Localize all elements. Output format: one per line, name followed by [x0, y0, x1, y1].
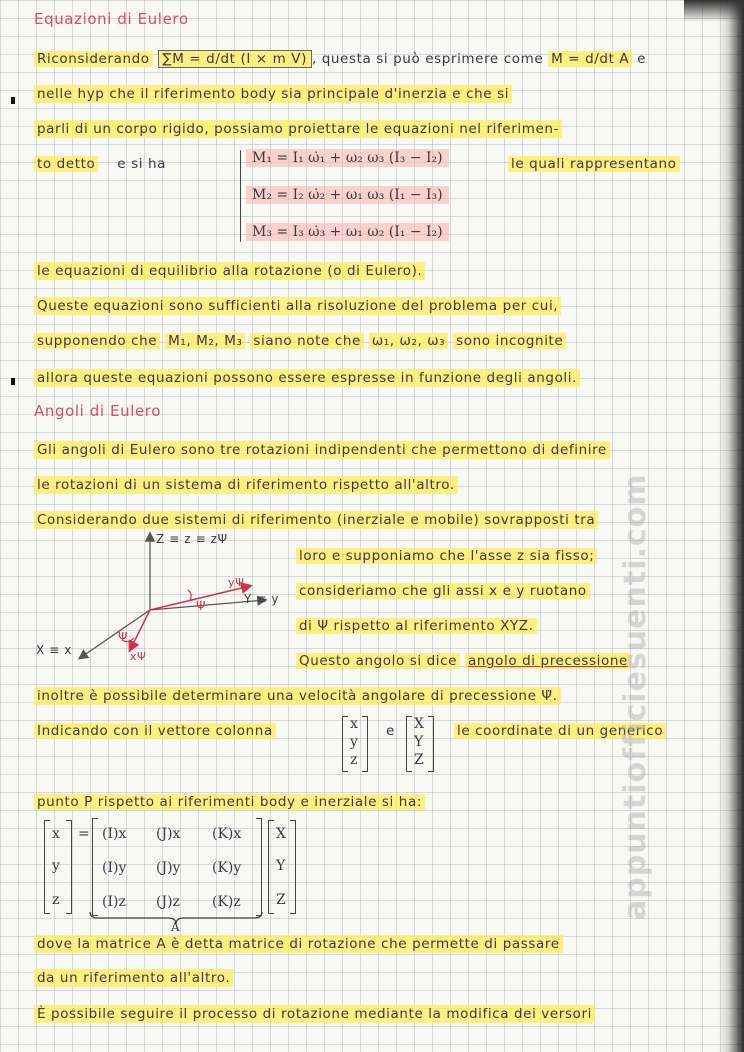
vector-bracket: [342, 716, 348, 772]
psi-angle-label: Ψ: [196, 599, 207, 613]
rhs-z: Z: [276, 892, 286, 908]
system-brace: [240, 150, 241, 242]
matrix-cell: (I)y: [102, 860, 127, 876]
matrix-cell: (I)z: [102, 894, 126, 910]
precession-angle-term: angolo di precessione: [465, 653, 631, 669]
matrix-bracket: [92, 818, 98, 916]
equals-sign: =: [78, 826, 90, 842]
rhs-y: Y: [276, 858, 286, 874]
matrix-label: A: [171, 920, 180, 934]
text-segment: e si ha: [117, 156, 166, 172]
lhs-x: x: [52, 826, 60, 842]
text-line: [508, 155, 680, 173]
margin-mark: [11, 378, 15, 385]
text-segment: , questa si può esprimere come: [311, 51, 544, 67]
text-segment: Indicando con il vettore colonna: [34, 723, 276, 739]
equation-text: M₁ = I₁ ω̇₁ + ω₂ ω₃ (I₃ − I₂): [246, 149, 449, 167]
euler-equation-1: [246, 150, 449, 166]
text-line: Considerando due sistemi di riferimento (inerziale e mobile) sovrapposti tra: [34, 511, 598, 529]
vector-bracket: [362, 716, 368, 772]
heading-euler-angles: Angoli di Eulero: [34, 402, 162, 420]
text-segment: loro e supponiamo che l'asse z sia fisso;: [296, 548, 597, 564]
rhs-x: X: [276, 826, 286, 842]
matrix-bracket: [268, 820, 274, 914]
y-psi-label: yΨ: [228, 576, 245, 589]
margin-mark: [11, 97, 15, 104]
matrix-cell: (J)x: [156, 826, 181, 842]
text-line: [296, 547, 597, 565]
psi-angle-label: Ψ: [118, 630, 129, 644]
formula-angular-momentum: M = d/dt A: [548, 51, 632, 67]
vector-bracket: [428, 716, 434, 772]
matrix-bracket: [44, 820, 50, 914]
euler-equation-2: [246, 187, 449, 203]
x-axis-label: X ≡ x: [36, 643, 73, 657]
matrix-cell: (K)z: [212, 894, 241, 910]
text-segment: M₁, M₂, M₃: [165, 333, 245, 349]
text-line: [34, 50, 646, 68]
vector-inertial-z: Z: [414, 752, 424, 768]
text-segment: sono incognite: [453, 333, 566, 349]
text-segment: le coordinate di un generico: [454, 723, 666, 739]
psi-arc: [188, 590, 191, 600]
matrix-bracket: [256, 818, 262, 916]
text-line: le rotazioni di un sistema di riferimento rispetto all'altro.: [34, 476, 458, 494]
matrix-cell: (J)z: [156, 894, 180, 910]
text-segment: siano note che: [250, 333, 364, 349]
text-segment: ω₁, ω₂, ω₃: [369, 333, 448, 349]
text-line: le equazioni di equilibrio alla rotazione (o di Eulero).: [34, 262, 425, 280]
page-corner-shadow: [684, 0, 744, 22]
text-line: [34, 332, 566, 350]
text-segment: e: [637, 51, 647, 67]
x-psi-label: xΨ: [130, 650, 147, 663]
text-segment: to detto: [34, 156, 98, 172]
text-line: nelle hyp che il riferimento body sia principale d'inerzia e che si: [34, 85, 512, 103]
text-line: [34, 155, 166, 173]
matrix-cell: (J)y: [156, 860, 181, 876]
text-line: Queste equazioni sono sufficienti alla risoluzione del problema per cui,: [34, 297, 561, 315]
text-line: parli di un corpo rigido, possiamo proiettare le equazioni nel riferimen-: [34, 120, 562, 138]
vector-bracket: [406, 716, 412, 772]
matrix-bracket: [66, 820, 72, 914]
matrix-cell: (K)x: [212, 826, 242, 842]
text-line: inoltre è possibile determinare una velocità angolare di precessione Ψ̇.: [34, 687, 561, 705]
text-segment: punto P rispetto ai riferimenti body e inerziale si ha:: [34, 794, 425, 810]
text-line: [34, 722, 276, 740]
lhs-y: y: [52, 858, 60, 874]
text-line: dove la matrice A è detta matrice di rotazione che permette di passare: [34, 935, 563, 953]
watermark: appuntiofficiesuenti.com: [618, 473, 653, 920]
vector-body-x: x: [350, 716, 358, 732]
text-line: [296, 652, 631, 670]
y-axis-label: Y ≡ y: [244, 592, 280, 606]
text-line: È possibile seguire il processo di rotazione mediante la modifica dei versori: [34, 1005, 595, 1023]
text-line: allora queste equazioni possono essere espresse in funzione degli angoli.: [34, 369, 580, 387]
equation-text: M₂ = I₂ ω̇₂ + ω₁ ω₃ (I₁ − I₃): [246, 186, 449, 204]
matrix-cell: (I)x: [102, 826, 127, 842]
matrix-bracket: [290, 820, 296, 914]
z-axis-label: Z ≡ z ≡ zΨ: [156, 532, 228, 546]
vector-inertial-x: X: [414, 716, 424, 732]
vector-inertial-y: Y: [414, 734, 424, 750]
euler-equation-3: [246, 224, 449, 240]
vector-body-z: z: [350, 752, 358, 768]
text-segment: Questo angolo si dice: [296, 653, 460, 669]
text-segment: e: [386, 723, 395, 739]
x-psi-axis: [130, 610, 150, 650]
text-segment: di Ψ rispetto al riferimento XYZ.: [296, 618, 537, 634]
formula-momentum: ∑M = d/dt (I × m V): [158, 50, 312, 68]
text-line: [296, 582, 590, 600]
vector-body-y: y: [350, 734, 358, 750]
heading-euler-equations: Equazioni di Eulero: [34, 10, 189, 28]
page-edge-shadow: [718, 0, 744, 1052]
text-segment: supponendo che: [34, 333, 160, 349]
text-segment: consideriamo che gli assi x e y ruotano: [296, 583, 590, 599]
text-line: [34, 793, 425, 811]
lhs-z: z: [52, 892, 60, 908]
text-segment: le quali rappresentano: [508, 156, 680, 172]
text-line: da un riferimento all'altro.: [34, 969, 233, 987]
text-line: [296, 617, 537, 635]
text-line: Gli angoli di Eulero sono tre rotazioni indipendenti che permettono di definire: [34, 441, 610, 459]
matrix-cell: (K)y: [212, 860, 242, 876]
text-segment: Riconsiderando: [34, 51, 153, 67]
equation-text: M₃ = I₃ ω̇₃ + ω₁ ω₂ (I₁ − I₂): [246, 223, 449, 241]
